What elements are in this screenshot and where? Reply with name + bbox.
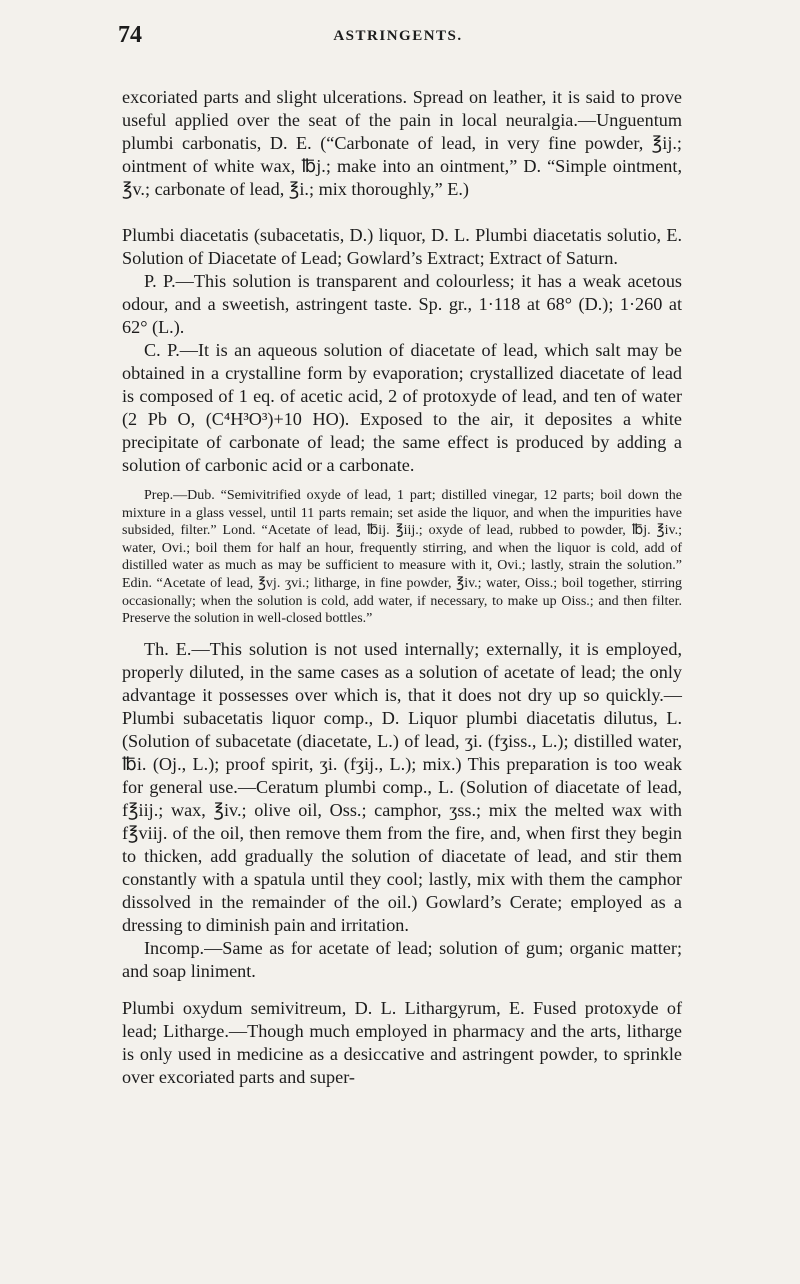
running-head: ASTRINGENTS. [333,28,463,44]
paragraph-therapeutic-effects: Th. E.—This solution is not used internally; externally, it is employed, properly diluted, in the same cases as a solution of acetate of lead; the only advantage it possesses over which is, that it does not dry up so quickly.—Plumbi subacetatis liquor comp., D. Liquor plumbi diacetatis dilutus, L. (Solution of subacetate (diacetate, L.) of lead, ʒi. (fʒiss., L.); distilled water, ℔i. (Oj., L.); proof spirit, ʒi. (fʒij., L.); mix.) This preparation is too weak for general use.—Ceratum plumbi comp., L. (Solution of diacetate of lead, f℥iij.; wax, ℥iv.; olive oil, Oss.; camphor, ʒss.; mix the melted wax with f℥viij. of the oil, then remove them from the fire, and, when first they begin to thicken, add gradually the solution of diacetate of lead, and stir them constantly with a spatula until they cool; lastly, mix with them the camphor dissolved in the remainder of the oil.) Gowlard’s Cerate; employed as a dressing to diminish pain and irritation. [122,638,682,935]
page-header [118,22,678,52]
paragraph-litharge: Plumbi oxydum semivitreum, D. L. Lithargyrum, E. Fused protoxyde of lead; Litharge.—Though much employed in pharmacy and the arts, litharge is only used in medicine as a desiccative and astringent powder, to sprinkle over excoriated parts and super- [122,997,682,1087]
paragraph-physical-properties: P. P.—This solution is transparent and colourless; it has a weak acetous odour, and a sweetish, astringent taste. Sp. gr., 1·118 at 68° (D.); 1·260 at 62° (L.). [122,271,682,337]
page-number: 74 [118,22,142,48]
paragraph-unguentum: excoriated parts and slight ulcerations. Spread on leather, it is said to prove useful applied over the seat of the pain in local neuralgia.—Unguentum plumbi carbonatis, D. E. (“Carbonate of lead, in very fine powder, ℥ij.; ointment of white wax, ℔j.; make into an ointment,” D. “Simple ointment, ℥v.; carbonate of lead, ℥i.; mix thoroughly,” E.) [122,87,682,199]
paragraph-preparation: Prep.—Dub. “Semivitrified oxyde of lead, 1 part; distilled vinegar, 12 parts; boil down the mixture in a glass vessel, until 11 parts remain; set aside the liquor, and when the impurities have subsided, filter.” Lond. “Acetate of lead, ℔ij. ℥iij.; oxyde of lead, rubbed to powder, ℔j. ℥iv.; water, Ovi.; boil them for half an hour, frequently stirring, and when the liquor is cold, add of distilled water as much as may be sufficient to measure with it, Ovi.; lastly, strain the solution.” Edin. “Acetate of lead, ℥vj. ʒvi.; litharge, in fine powder, ℥iv.; water, Oiss.; boil together, stirring occasionally; when the solution is cold, add water, if necessary, to make up Oiss.; and then filter. Preserve the solution in well-closed bottles.” [122,488,682,627]
paragraph-liquor-heading: Plumbi diacetatis (subacetatis, D.) liquor, D. L. Plumbi diacetatis solutio, E. Solution of Diacetate of Lead; Gowlard’s Extract; Extract of Saturn. [122,225,682,268]
paragraph-chemical-properties: C. P.—It is an aqueous solution of diacetate of lead, which salt may be obtained in a crystalline form by evaporation; crystallized diacetate of lead is composed of 1 eq. of acetic acid, 2 of protoxyde of lead, and ten of water (2 Pb O, (C⁴H³O³)+10 HO). Exposed to the air, it deposites a white precipitate of carbonate of lead; the same effect is produced by adding a solution of carbonic acid or a carbonate. [122,340,682,475]
body-text [122,86,682,1089]
paragraph-incompatibles: Incomp.—Same as for acetate of lead; solution of gum; organic matter; and soap liniment. [122,937,682,981]
